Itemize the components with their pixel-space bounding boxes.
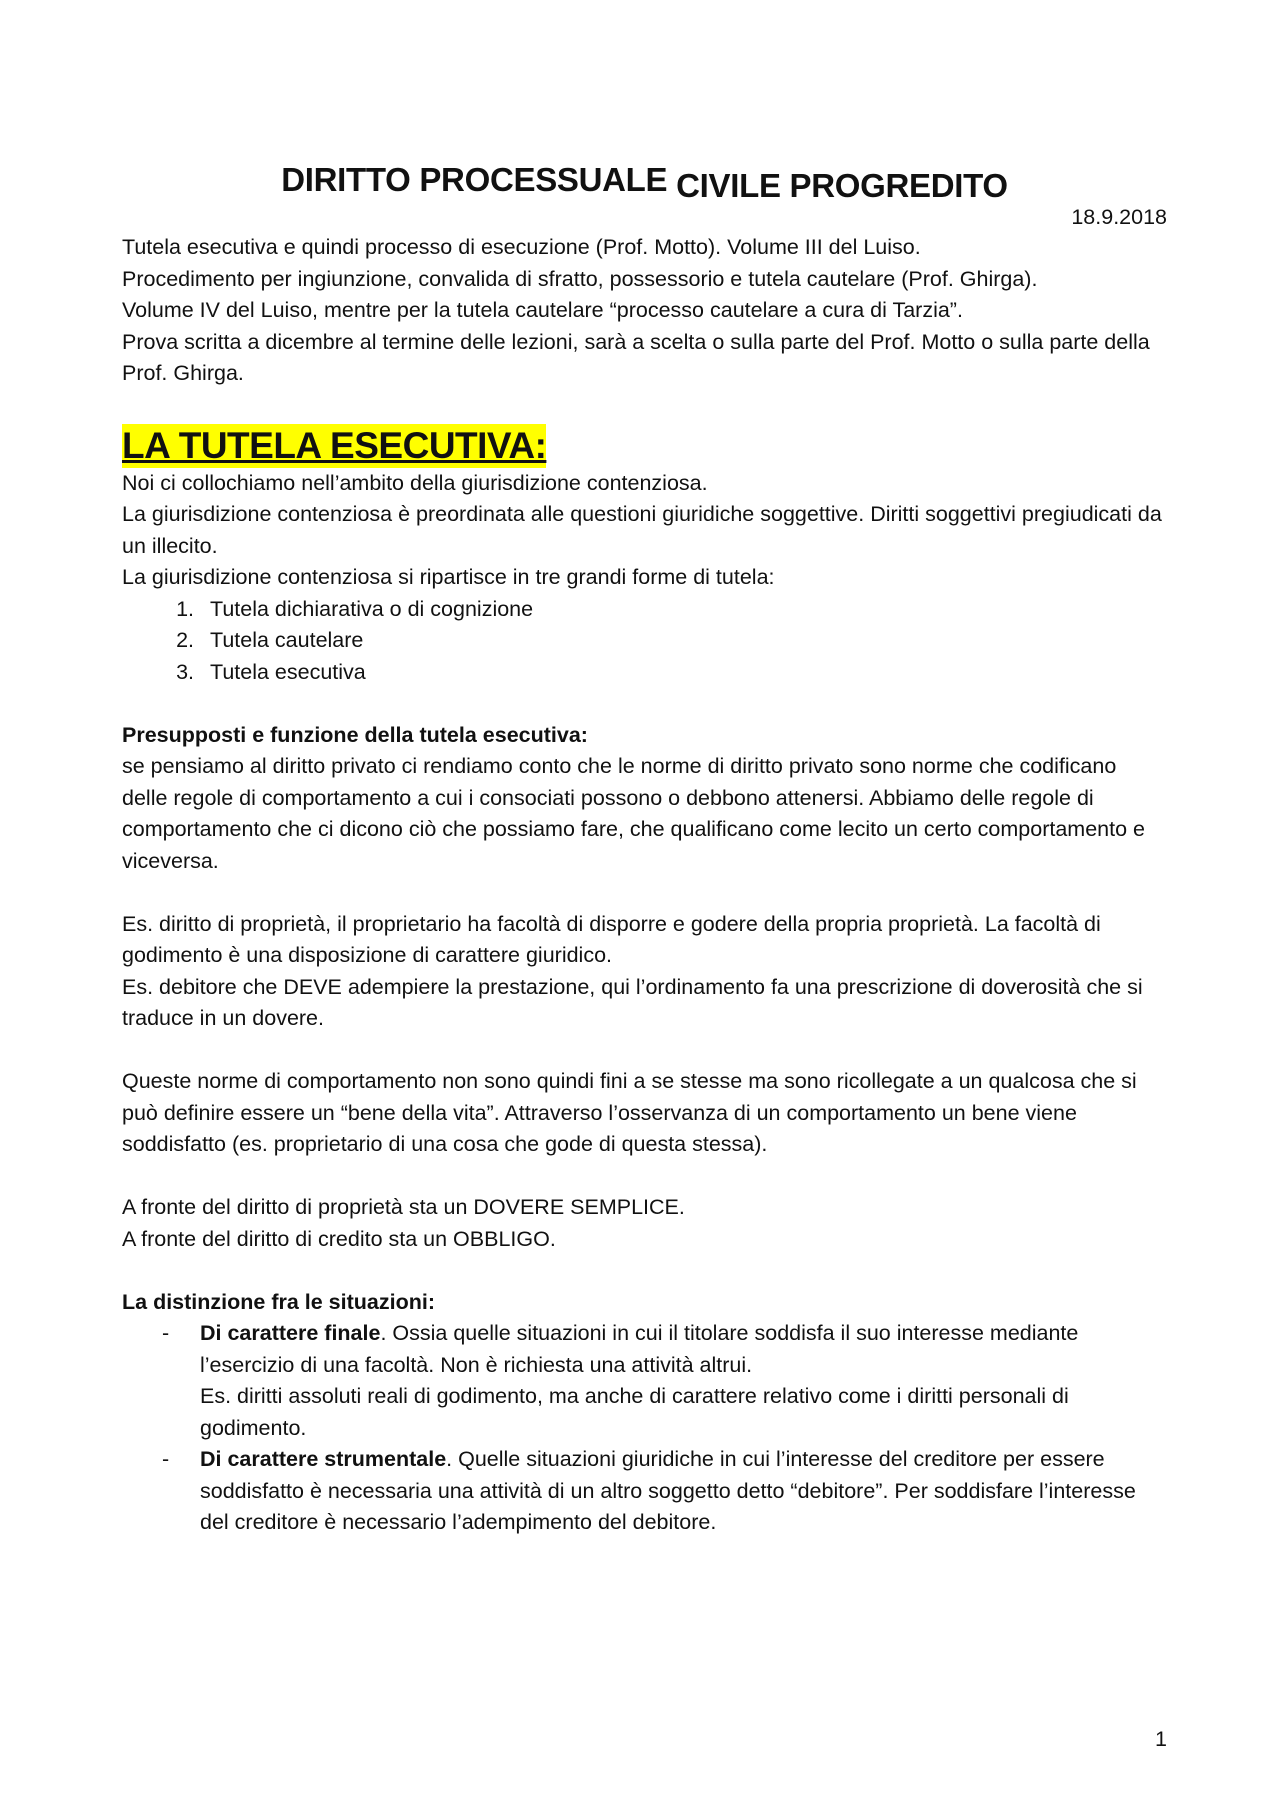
subheading-presupposti: Presupposti e funzione della tutela esecutiva: [122,722,588,747]
example-paragraph-1: Es. diritto di proprietà, il proprietario ha facoltà di disporre e godere della propria proprietà. La facoltà di godimento è una disposizione di carattere giuridico. [122,911,1101,967]
list-item: 2. Tutela cautelare [200,625,1167,657]
section-paragraph-3: La giurisdizione contenziosa si ripartisce in tre grandi forme di tutela: [122,565,775,589]
section-heading: LA TUTELA ESECUTIVA: [122,424,547,466]
list-item: 3. Tutela esecutiva [200,657,1167,689]
situation-text: . Quelle situazioni giuridiche in cui l’interesse del creditore per essere soddisfatto è necessaria una attività di un altro soggetto detto “debitore”. Per soddisfare l’interesse del creditore è necessario l’adempimento del debitore. [200,1447,1136,1534]
situations-list [122,1318,1167,1539]
situation-label: Di carattere finale [200,1321,381,1345]
example-paragraph-2: Es. debitore che DEVE adempiere la prestazione, qui l’ordinamento fa una prescrizione di doverosità che si traduce in un dovere. [122,974,1143,1030]
dash-bullet: - [162,1447,170,1471]
intro-line-1: Tutela esecutiva e quindi processo di esecuzione (Prof. Motto). Volume III del Luiso. [122,235,921,259]
document-title [122,160,1167,204]
intro-line-4: Prova scritta a dicembre al termine delle lezioni, sarà a scelta o sulla parte del Prof. Motto o sulla parte della Prof. Ghirga. [122,329,1150,385]
situation-extra: Es. diritti assoluti reali di godimento, ma anche di carattere relativo come i diritti personali di godimento. [200,1384,1069,1440]
fronte-line-2: A fronte del diritto di credito sta un OBBLIGO. [122,1226,556,1251]
list-item: 1. Tutela dichiarativa o di cognizione [200,594,1167,626]
norme-paragraph: Queste norme di comportamento non sono quindi fini a se stesse ma sono ricollegate a un qualcosa che si può definire essere un “bene della vita”. Attraverso l’osservanza di un comportamento un bene viene soddisfatto (es. proprietario di una cosa che gode di questa stessa). [122,1069,1137,1156]
situation-item-finale [122,1318,1167,1444]
title-part-1: DIRITTO PROCESSUALE [281,161,668,198]
situation-label: Di carattere strumentale [200,1447,447,1471]
section-paragraph-2: La giurisdizione contenziosa è preordinata alle questioni giuridiche soggettive. Diritti soggettivi pregiudicati da un illecito. [122,502,1162,558]
document-date: 18.9.2018 [1071,205,1167,229]
forms-of-protection-list [122,594,1167,689]
title-part-2: CIVILE PROGREDITO [676,167,1008,204]
situation-text: . Ossia quelle situazioni in cui il titolare soddisfa il suo interesse mediante l’esercizio di una facoltà. Non è richiesta una attività altrui. [200,1321,1079,1377]
intro-line-2: Procedimento per ingiunzione, convalida di sfratto, possessorio e tutela cautelare (Prof. Ghirga). [122,266,1038,291]
subheading-distinzione: La distinzione fra le situazioni: [122,1289,435,1314]
section-paragraph-1: Noi ci collochiamo nell’ambito della giurisdizione contenziosa. [122,470,708,495]
situation-item-strumentale [122,1444,1167,1539]
intro-line-3: Volume IV del Luiso, mentre per la tutela cautelare “processo cautelare a cura di Tarzia”. [122,298,963,322]
presupposti-paragraph: se pensiamo al diritto privato ci rendiamo conto che le norme di diritto privato sono norme che codificano delle regole di comportamento a cui i consociati possono o debbono attenersi. Abbiamo delle regole di comportamento che ci dicono ciò che possiamo fare, che qualificano come lecito un certo comportamento e viceversa. [122,754,1145,873]
fronte-line-1: A fronte del diritto di proprietà sta un DOVERE SEMPLICE. [122,1195,685,1219]
page-number: 1 [1155,1727,1167,1751]
document-body [122,160,1167,1539]
dash-bullet: - [162,1321,170,1345]
